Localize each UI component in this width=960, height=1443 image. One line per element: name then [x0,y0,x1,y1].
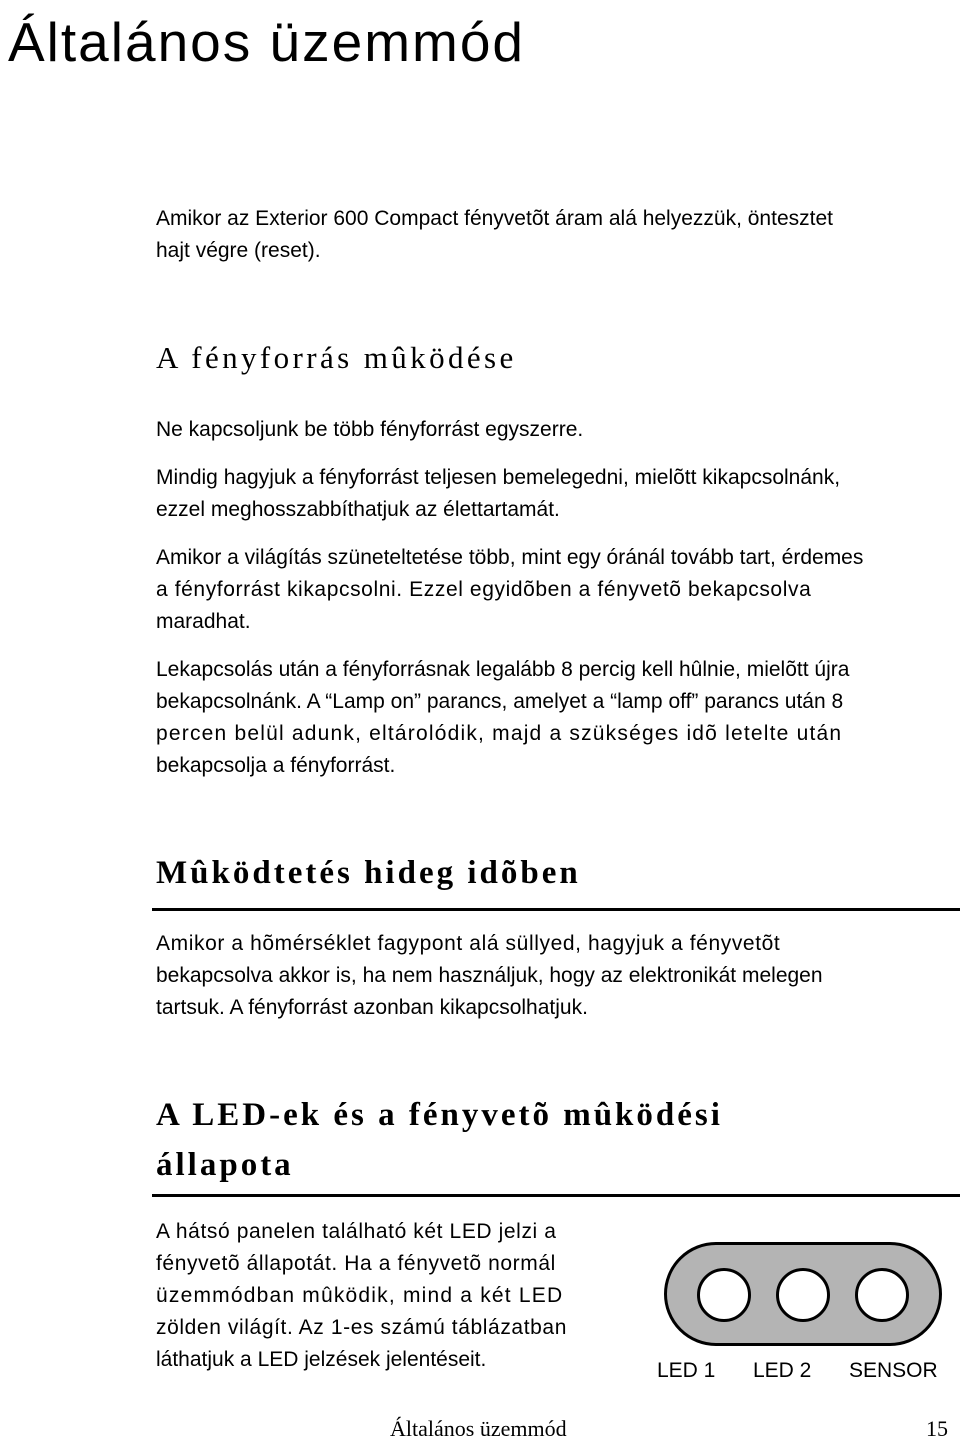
footer-title: Általános üzemmód [390,1416,567,1441]
heading-line: A LED-ek és a fényvetõ mûködési [156,1097,723,1133]
page-title: Általános üzemmód [8,11,526,73]
paragraph-line: fényvetõ állapotát. Ha a fényvetõ normál [156,1252,556,1275]
paragraph-line: Amikor a hõmérséklet fagypont alá süllyed, hagyjuk a fényvetõt [156,932,781,955]
paragraph-pause [156,542,960,638]
led-2-indicator [776,1268,830,1322]
sensor-label: SENSOR [849,1359,938,1382]
led-panel-illustration [664,1242,942,1346]
paragraph-line: maradhat. [156,610,251,633]
paragraph-line: tartsuk. A fényforrást azonban kikapcsolhatjuk. [156,996,588,1019]
led-2-label: LED 2 [753,1359,812,1382]
paragraph-line: üzemmódban mûködik, mind a két LED [156,1284,564,1307]
section-divider [152,908,960,911]
page-number: 15 [926,1416,948,1441]
paragraph-line: bekapcsolva akkor is, ha nem használjuk, hogy az elektronikát melegen [156,964,823,987]
heading-line: állapota [156,1147,294,1183]
paragraph-line: percen belül adunk, eltárolódik, majd a szükséges idõ letelte után [156,722,843,745]
paragraph-line: Mindig hagyjuk a fényforrást teljesen bemelegedni, mielõtt kikapcsolnánk, [156,466,841,489]
sensor-indicator [855,1268,909,1322]
paragraph-led-status [156,1216,636,1376]
paragraph-cooldown [156,654,960,782]
intro-paragraph [156,203,960,267]
intro-line: Amikor az Exterior 600 Compact fényvetõt áram alá helyezzük, öntesztet [156,207,833,230]
paragraph-line: a fényforrást kikapcsolni. Ezzel egyidõben a fényvetõ bekapcsolva [156,578,812,601]
paragraph-line: Ne kapcsoljunk be több fényforrást egyszerre. [156,418,584,441]
paragraph-line: ezzel meghosszabbíthatjuk az élettartamát. [156,498,560,521]
section-heading-light-source: A fényforrás mûködése [156,340,517,375]
paragraph-cold-weather [156,928,960,1024]
led-1-indicator [697,1268,751,1322]
paragraph-line: zölden világít. Az 1-es számú táblázatban [156,1316,567,1339]
intro-line: hajt végre (reset). [156,239,321,262]
paragraph-warm-up [156,462,960,526]
led-1-label: LED 1 [657,1359,716,1382]
paragraph-line: bekapcsolja a fényforrást. [156,754,396,777]
section-divider [152,1194,960,1197]
paragraph-one-source [156,414,960,446]
section-heading-cold-weather: Mûködtetés hideg idõben [156,855,581,891]
paragraph-line: láthatjuk a LED jelzések jelentéseit. [156,1348,487,1371]
paragraph-line: A hátsó panelen található két LED jelzi a [156,1220,557,1243]
paragraph-line: Lekapcsolás után a fényforrásnak legalább 8 percig kell hûlnie, mielõtt újra [156,658,850,681]
paragraph-line: bekapcsolnánk. A “Lamp on” parancs, amelyet a “lamp off” parancs után 8 [156,690,844,713]
paragraph-line: Amikor a világítás szüneteltetése több, mint egy óránál tovább tart, érdemes [156,546,864,569]
section-heading-led-status [156,1090,723,1190]
